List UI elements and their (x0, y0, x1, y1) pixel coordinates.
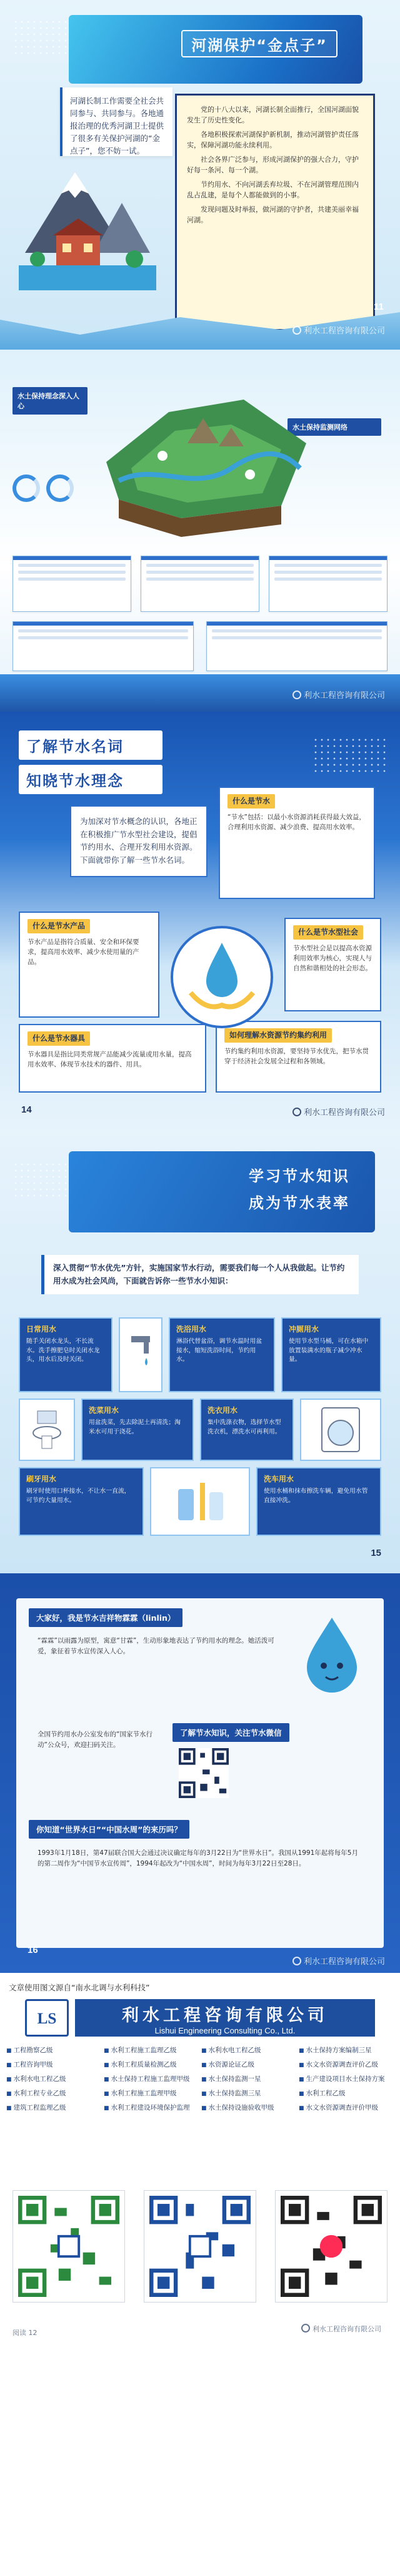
tip-body: 随手关闭水龙头，不长流水。洗手擦肥皂时关闭水龙头，用水后及时关闭。 (26, 1338, 100, 1364)
page-number: 14 (21, 1104, 32, 1115)
tip-title: 洗衣用水 (208, 1406, 238, 1415)
qr-code-company[interactable] (144, 2190, 256, 2303)
page-number: 16 (28, 1945, 38, 1955)
term-card (19, 1024, 206, 1093)
qualification-item: ■ 水土保持方案编制三星 (299, 2045, 394, 2055)
qualification-item: ■ 水土保持工程施工监理甲级 (104, 2074, 199, 2083)
tip-card (19, 1317, 112, 1392)
qualification-item: ■ 工程勘察乙级 (6, 2045, 101, 2055)
qualification-list (6, 2045, 394, 2112)
tip-title: 冲厕用水 (289, 1325, 319, 1334)
intro-text: 为加深对节水概念的认识，各地正在积极推广节水型社会建设，提倡节约用水、合理开发利用水资源。下面就带你了解一些节水名词。 (70, 805, 208, 877)
qr-code-douyin[interactable] (275, 2190, 388, 2303)
qualification-item: ■ 水利工程质量检测乙级 (104, 2060, 199, 2069)
tip-card (200, 1399, 294, 1461)
company-logo-icon (25, 1999, 69, 2037)
measure-item: 各地积极探索河湖保护新机制，推动河湖管护责任落实，保障河湖功能永续利用。 (187, 130, 359, 150)
tip-body: 集中洗涤衣物，选择节水型洗衣机，漂洗水可再利用。 (208, 1419, 281, 1435)
mascot-section (0, 1573, 400, 1973)
water-day-label: 你知道“世界水日”“中国水周”的来历吗？ (29, 1820, 189, 1839)
tip-title: 洗车用水 (264, 1475, 294, 1483)
term-body: 节约集约利用水资源，要坚持节水优先，把节水贯穿于经济社会发展全过程和各领域。 (224, 1047, 369, 1065)
tip-card (281, 1317, 381, 1392)
tip-card (81, 1399, 194, 1461)
tip-body: 用盆洗菜，先去除泥土再清洗；淘米水可用于浇花。 (89, 1419, 181, 1435)
info-card (206, 621, 388, 671)
measures-panel (175, 94, 375, 331)
term-title: 什么是节水 (228, 794, 275, 809)
heading-line-1: 了解节水名词 (19, 730, 162, 760)
info-card (12, 556, 131, 612)
company-logo-icon (292, 326, 301, 335)
watermark: 利水工程咨询有限公司 (292, 1955, 385, 1967)
water-drop-hands-icon (169, 924, 275, 1030)
term-body: 节水器具是指比同类常规产品能减少流量或用水量，提高用水效率、体现节水技术的器件、用具。 (28, 1050, 192, 1068)
faucet-illustration (119, 1317, 162, 1392)
qr-section (0, 2184, 400, 2464)
water-terms-section (0, 712, 400, 1136)
term-card (219, 787, 375, 899)
company-logo-icon (301, 2324, 310, 2333)
watermark: 利水工程咨询有限公司 (292, 324, 385, 336)
company-name-en: Lishui Engineering Consulting Co., Ltd. (154, 2026, 296, 2035)
title-banner (69, 15, 362, 84)
tip-body: 淋浴代替盆浴，调节水温时用盆接水，缩短洗浴时间，节约用水。 (176, 1338, 262, 1364)
qualification-item: ■ 水利工程专业乙级 (6, 2088, 101, 2098)
qualification-item: ■ 建筑工程监理乙级 (6, 2103, 101, 2112)
mascot-illustration (298, 1615, 366, 1696)
qr-code-icon (18, 2196, 119, 2297)
wechat-text: 全国节约用水办公室发布的“国家节水行动”公众号，欢迎扫码关注。 (38, 1731, 152, 1749)
term-card (19, 912, 159, 1018)
heading-line-2: 知晓节水理念 (19, 765, 162, 794)
terrain-map-illustration (94, 375, 319, 537)
tip-title: 洗菜用水 (89, 1406, 119, 1415)
watermark: 利水工程咨询有限公司 (292, 689, 385, 701)
water-map-section (0, 350, 400, 712)
company-section (0, 1997, 400, 2184)
qualification-item: ■ 水土保持监测三星 (201, 2088, 296, 2098)
tag-left: 水土保持理念深入人心 (12, 387, 88, 415)
qualification-item: ■ 水利工程建设环境保护监理 (104, 2103, 199, 2112)
company-name-bar (75, 1999, 375, 2037)
term-title: 如何理解水资源节约集约利用 (224, 1028, 332, 1043)
qualification-item: ■ 水文水资源调查评价乙级 (299, 2060, 394, 2069)
term-body: 节水型社会是以提高水资源利用效率为核心，实现人与自然和谐相处的社会形态。 (293, 944, 372, 973)
qualification-item: ■ 水利工程施工监理乙级 (104, 2045, 199, 2055)
qualification-item: ■ 水文水资源调查评价甲级 (299, 2103, 394, 2112)
term-body: 节水产品是指符合质量、安全和环保要求，提高用水效率、减少水使用量的产品。 (28, 938, 139, 966)
tip-card (256, 1467, 381, 1536)
river-protection-section (0, 0, 400, 350)
title-line-2: 成为节水表率 (249, 1194, 350, 1212)
qr-code-icon (281, 2196, 382, 2297)
toothbrush-icon (172, 1477, 228, 1526)
tip-card (169, 1317, 275, 1392)
title-banner (69, 1151, 375, 1232)
company-logo-icon (292, 1108, 301, 1116)
wechat-label: 了解节水知识，关注节水微信 (172, 1723, 289, 1742)
faucet-icon (125, 1330, 156, 1380)
toilet-icon (28, 1408, 66, 1452)
qr-code-wechat[interactable] (12, 2190, 125, 2303)
mascot-label: 大家好，我是节水吉祥物霖霖（linlin） (29, 1608, 182, 1627)
measure-item: 社会各界广泛参与，形成河湖保护的强大合力，守护好每一条河、每一个湖。 (187, 155, 359, 175)
measure-item: 节约用水、不向河湖丢弃垃圾、不在河湖管理范围内乱占乱建，是每个人都能做到的小事。 (187, 180, 359, 200)
qr-row (12, 2190, 388, 2303)
company-name-cn: 利水工程咨询有限公司 (122, 2006, 328, 2025)
tag-right: 水土保持监测网络 (288, 418, 381, 436)
intro-text: 河湖长制工作需要全社会共同参与、共同参与。各地通报治理的优秀河湖卫士提供了很多有关保护河湖的“金点子”，您不妨一试。 (60, 87, 172, 156)
qualification-item: ■ 水利工程乙级 (299, 2088, 394, 2098)
page-number: 15 (371, 1548, 381, 1558)
tip-card (19, 1467, 144, 1536)
svg-text:LS: LS (37, 2010, 57, 2027)
stat-rings (12, 474, 74, 502)
page-number: 11 (374, 302, 384, 312)
term-title: 什么是节水器具 (28, 1031, 90, 1046)
qr-code[interactable] (179, 1748, 229, 1798)
company-logo-icon (292, 691, 301, 699)
tips-grid (19, 1317, 381, 1542)
qr-code-icon (149, 2196, 251, 2297)
company-banner (25, 1999, 375, 2037)
watermark: 利水工程咨询有限公司 (301, 2324, 381, 2334)
watermark: 利水工程咨询有限公司 (292, 1106, 385, 1118)
company-logo-icon (292, 1957, 301, 1965)
info-card (269, 556, 388, 612)
info-card (12, 621, 194, 671)
measure-item: 党的十八大以来，河湖长制全面推行，全国河湖面貌发生了历史性变化。 (187, 106, 359, 125)
toilet-illustration (19, 1399, 75, 1461)
read-count: 阅读 12 (12, 2329, 38, 2337)
tip-title: 洗浴用水 (176, 1325, 207, 1334)
source-caption: 文章使用图文源自“南水北调与水利科技” (9, 1983, 150, 1992)
term-card (284, 918, 381, 1011)
tip-body: 使用水桶和抹布擦洗车辆，避免用水管直接冲洗。 (264, 1488, 368, 1504)
term-title: 什么是节水产品 (28, 919, 90, 933)
term-body: “节水”包括：以最小水资源消耗获得最大效益，合理利用水资源、减少浪费、提高用水效率。 (228, 813, 366, 831)
dot-pattern (312, 737, 388, 774)
tip-body: 刷牙时使用口杯接水，不让水一直流，可节约大量用水。 (26, 1488, 131, 1504)
qualification-item: ■ 水利水电工程乙级 (201, 2045, 296, 2055)
info-card (141, 556, 259, 612)
measure-item: 发现问题及时举报，做河湖的守护者，共建美丽幸福河湖。 (187, 205, 359, 225)
water-day-text: 1993年1月18日，第47届联合国大会通过决议确定每年的3月22日为“世界水日”。我国从1991年起将每年5月的第二周作为“中国节水宣传周”，1994年起改为“中国水周”，时间为每年3月22日至28日。 (38, 1849, 358, 1867)
toothbrush-illustration (150, 1467, 250, 1536)
qualification-item: ■ 水利水电工程乙级 (6, 2074, 101, 2083)
qualification-item: ■ 工程咨询甲级 (6, 2060, 101, 2069)
qualification-item: ■ 水利工程施工监理甲级 (104, 2088, 199, 2098)
term-card (216, 1021, 381, 1093)
tip-title: 日常用水 (26, 1325, 57, 1334)
info-grid (12, 556, 388, 681)
qualification-item: ■ 水土保持监测一星 (201, 2074, 296, 2083)
washing-machine-illustration (300, 1399, 381, 1461)
section-title: 河湖保护“金点子” (181, 30, 338, 57)
qualification-item: ■ 生产建设项目水土保持方案 (299, 2074, 394, 2083)
progress-ring (46, 474, 74, 502)
progress-ring (12, 474, 40, 502)
mascot-text: “霖霖”以雨露为原型，寓意“甘霖”，生动形象地表达了节约用水的理念。她活泼可爱，象征着节水宣传深入人心。 (38, 1637, 274, 1655)
lead-text: 深入贯彻“节水优先”方针，实施国家节水行动，需要我们每一个人从我做起。让节约用水成为社会风尚，下面就告诉你一些节水小知识： (41, 1255, 359, 1294)
tip-body: 使用节水型马桶，可在水箱中放置装满水的瓶子减少冲水量。 (289, 1338, 369, 1364)
title-line-1: 学习节水知识 (249, 1168, 350, 1185)
tip-title: 刷牙用水 (26, 1475, 57, 1483)
section-heading (19, 730, 181, 799)
term-title: 什么是节水型社会 (293, 925, 363, 940)
water-knowledge-section (0, 1136, 400, 1573)
washing-machine-icon (319, 1405, 362, 1455)
qualification-item: ■ 水资源论证乙级 (201, 2060, 296, 2069)
mountain-house-illustration (19, 159, 156, 290)
qualification-item: ■ 水土保持设施验收甲级 (201, 2103, 296, 2112)
